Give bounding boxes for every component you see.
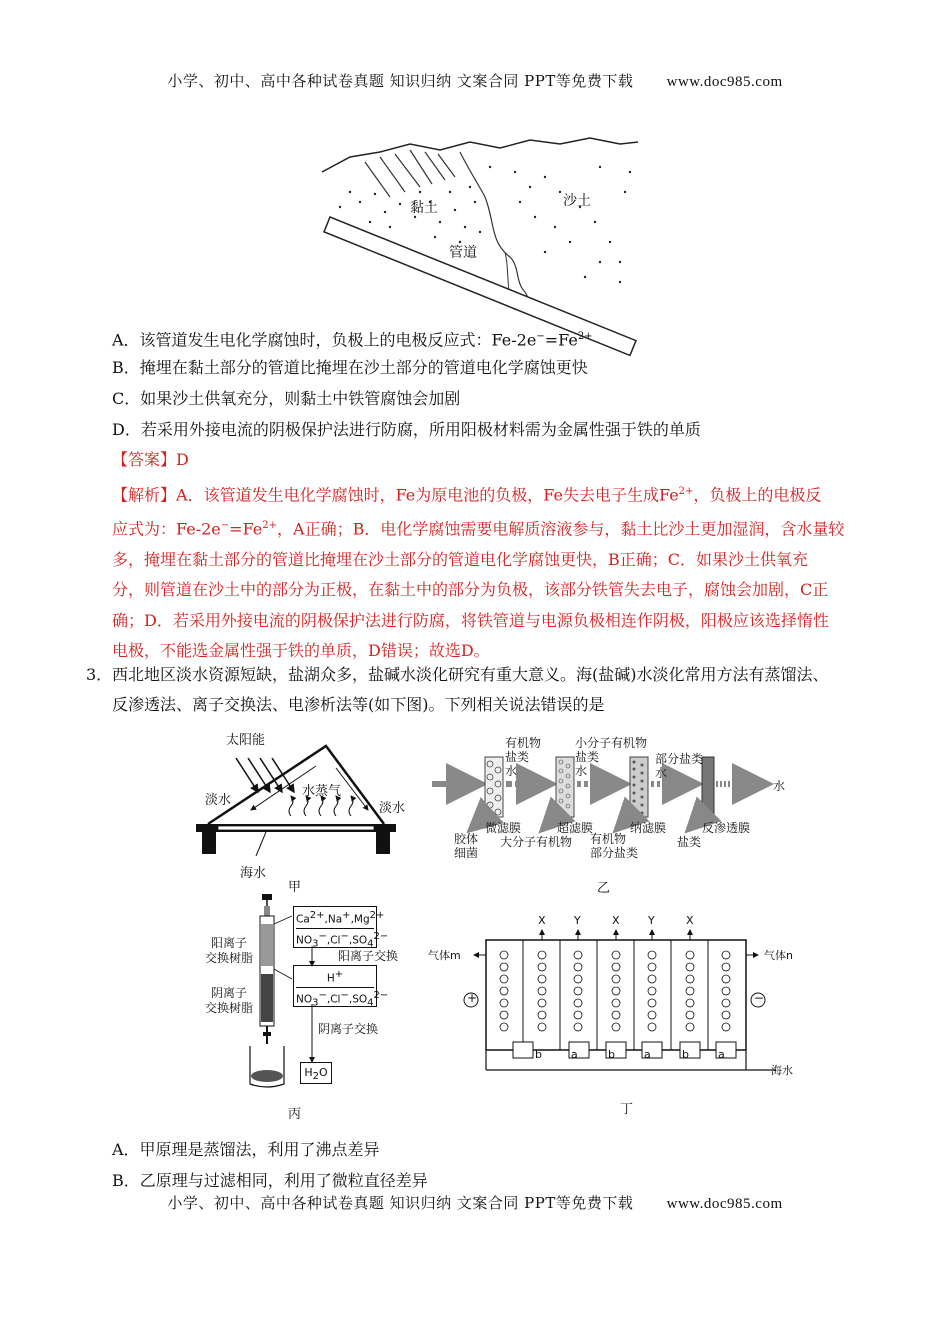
bing-caption: 丙 [288, 1107, 302, 1122]
q3-option-a: A．甲原理是蒸馏法，利用了沸点差异 [112, 1140, 380, 1159]
q3-option-b: B．乙原理与过滤相同，利用了微粒直径差异 [112, 1171, 428, 1190]
header-text: 小学、初中、高中各种试卷真题 知识归纳 文案合同 PPT等免费下载 [167, 72, 634, 90]
yi-membrane-ultra: 超滤膜 [557, 821, 594, 835]
q2-option-a: A．该管道发生电化学腐蚀时，负极上的电极反应式：$Fe-2e^-=Fe^{2+}$ [112, 330, 593, 350]
ding-b1: b [535, 1048, 542, 1061]
soil-pipe-figure [320, 132, 640, 312]
sand-label: 沙土 [563, 193, 591, 209]
ding-a3: a [718, 1048, 725, 1061]
ding-a2: a [644, 1048, 651, 1061]
ding-x2: X [612, 914, 620, 927]
bing-box-1: $Ca^{2+},Na^+,Mg^{2+}$ $NO_3^-,Cl^-,SO_4^{2-}$ [293, 906, 377, 948]
footer-text: 小学、初中、高中各种试卷真题 知识归纳 文案合同 PPT等免费下载 [167, 1194, 634, 1212]
jia-sun-label: 太阳能 [226, 733, 266, 748]
bing-cation-resin-label: 阳离子 交换树脂 [205, 936, 254, 965]
ding-seawater: 海水 [771, 1064, 793, 1077]
bing-cation-exchange: 阳离子交换 [338, 949, 399, 963]
jia-fresh-right-label: 淡水 [379, 801, 406, 816]
yi-membrane-nano: 纳滤膜 [630, 821, 667, 835]
page-header [0, 70, 950, 91]
ding-plus: + [467, 991, 478, 1005]
yi-out-4: 盐类 [677, 835, 702, 849]
footer-site-link[interactable]: www.doc985.com [666, 1196, 783, 1212]
pipe-label: 管道 [449, 245, 477, 261]
q3-stem: 3．西北地区淡水资源短缺，盐湖众多，盐碱水淡化研究有重大意义。海(盐碱)水淡化常用方法有蒸馏法、 反渗透法、离子交换法、电渗析法等(如下图)。下列相关说法错误的是 [86, 660, 876, 720]
jia-caption: 甲 [288, 880, 302, 895]
bing-anion-exchange: 阴离子交换 [318, 1022, 379, 1036]
bing-product-box: $H_2O$ [300, 1062, 332, 1084]
q2-option-d: D．若采用外接电流的阴极保护法进行防腐，所用阳极材料需为金属性强于铁的单质 [112, 420, 701, 439]
ding-b3: b [682, 1048, 689, 1061]
header-site-link[interactable]: www.doc985.com [666, 74, 783, 90]
bing-box-2: H+ $NO_3^-,Cl^-,SO_4^{2-}$ [293, 965, 377, 1007]
q2-answer: 【答案】D [112, 450, 189, 469]
yi-membrane-ro: 反渗透膜 [702, 821, 751, 835]
yi-out-1: 胶体 细菌 [454, 832, 479, 860]
figure-ding-electrodialysis [456, 930, 776, 1080]
ding-x1: X [538, 914, 546, 927]
q2-analysis: 【解析】A．该管道发生电化学腐蚀时，Fe为原电池的负极，Fe失去电子生成$Fe^{2+}$，负极上的电极反 应式为：$Fe-2e^-=Fe^{2+}$，A正确；B．电化学腐蚀需要电解质溶液参与，黏土比沙土更加湿润，含水量较 多，掩埋在黏土部分的管道比掩埋在沙土部分的管道电化学腐蚀更快，B正确；C．如果沙土供氧充 分，则管道在沙土中的部分为正极，在黏土中的部分为负极，该部分铁管失去电子，腐蚀会加剧，C正 确；D．若采用外接电流的阴极保护法进行防腐，将铁管道与电源负极相连作阴极，阳极应该选择惰性 电极，不能选金属性强于铁的单质，D错误；故选D。 [112, 485, 845, 661]
yi-water-out: 水 [773, 779, 786, 793]
yi-input-2: 小分子有机物 盐类 水 [575, 736, 648, 778]
ding-gas-n: 气体n [764, 949, 793, 962]
q3-number: 3． [86, 665, 113, 684]
yi-input-3: 部分盐类 水 [655, 752, 704, 780]
ding-caption: 丁 [620, 1102, 634, 1117]
page-footer [0, 1192, 950, 1213]
yi-caption: 乙 [597, 881, 611, 896]
ding-b2: b [608, 1048, 615, 1061]
ding-x3: X [686, 914, 694, 927]
jia-sea-label: 海水 [240, 866, 267, 881]
yi-input-1: 有机物 盐类 水 [505, 736, 542, 778]
yi-membrane-micro: 微滤膜 [485, 821, 522, 835]
ding-y2: Y [648, 914, 655, 927]
jia-vapor-label: 水蒸气 [302, 784, 342, 799]
jia-fresh-left-label: 淡水 [205, 793, 232, 808]
yi-out-3: 有机物 部分盐类 [590, 832, 639, 860]
q2-option-c: C．如果沙土供氧充分，则黏土中铁管腐蚀会加剧 [112, 389, 461, 408]
ding-gas-m: 气体m [428, 949, 461, 962]
ding-y1: Y [574, 914, 581, 927]
yi-out-2: 大分子有机物 [500, 835, 573, 849]
ding-a1: a [571, 1048, 578, 1061]
q2-option-b: B．掩埋在黏土部分的管道比掩埋在沙土部分的管道电化学腐蚀更快 [112, 358, 588, 377]
bing-anion-resin-label: 阴离子 交换树脂 [205, 986, 254, 1015]
clay-label: 黏土 [410, 200, 438, 216]
ding-minus: − [754, 991, 765, 1005]
